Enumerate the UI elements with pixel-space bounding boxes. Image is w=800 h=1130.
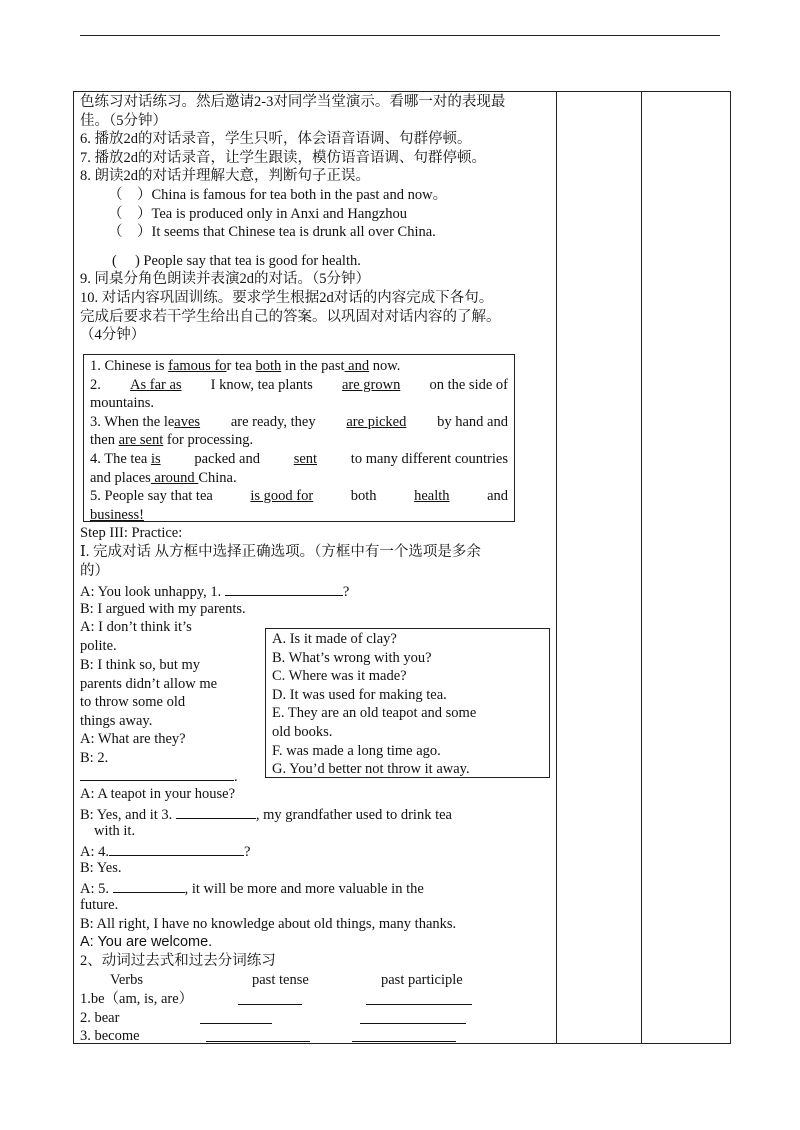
answer: health (414, 488, 450, 505)
true-false-item: （ ）China is famous for tea both in the past and now。 (108, 186, 448, 203)
dialog-line-4: B: I think so, but my (80, 657, 201, 673)
dialog-line-1 (80, 581, 349, 602)
blank-past-1[interactable] (238, 990, 302, 1011)
text: then (90, 432, 119, 449)
answer-blank-1[interactable] (225, 581, 343, 596)
header-verbs: Verbs (110, 972, 144, 988)
text: 5. People say that tea (90, 488, 213, 505)
summary-sentence-3 (90, 413, 508, 432)
answer-blank-5[interactable] (113, 878, 185, 893)
text-line: 8. 朗读2d的对话并理解大意，判断句子正误。 (80, 168, 370, 185)
text-line: 10. 对话内容巩固训练。要求学生根据2d对话的内容完成下各句。 (80, 289, 494, 306)
summary-sentence-3b (90, 431, 508, 450)
summary-sentence-1 (90, 357, 508, 376)
answer: around (150, 469, 199, 486)
text: by hand and (437, 413, 508, 430)
option-item: A. Is it made of clay? (272, 631, 397, 647)
text-line: 佳。（5分钟） (80, 112, 167, 129)
answer: both (255, 358, 282, 374)
answer: As far as (130, 376, 182, 393)
text: and places (90, 469, 151, 486)
text: on the side of (429, 376, 508, 393)
text-line: 色练习对话练习。然后邀请2-3对同学当堂演示。看哪一对的表现最 (80, 94, 506, 110)
answer-blank-4[interactable] (109, 841, 244, 856)
blank-participle-1[interactable] (366, 990, 472, 1011)
text: China. (198, 469, 237, 486)
dialog-line-2: B: I argued with my parents. (80, 601, 246, 617)
answer: and (344, 358, 370, 374)
exercise-1-title-cont: 的） (80, 563, 109, 579)
header-past-participle: past participle (381, 972, 463, 988)
text-line: 7. 播放2d的对话录音，让学生跟读，模仿语音语调、句群停顿。 (80, 149, 486, 166)
answer: famous fo (168, 358, 227, 374)
header-past-tense: past tense (252, 972, 309, 988)
text: now. (369, 358, 401, 374)
text-line: 完成后要求若干学生给出自己的答案。以巩固对对话内容的了解。 (80, 308, 501, 325)
text: 4. The tea (90, 450, 151, 467)
dialog-line-10: B: Yes. (80, 860, 122, 876)
text: 3. When the le (90, 413, 175, 430)
text: mountains. (90, 395, 155, 412)
text: A: You look unhappy, 1. (80, 584, 222, 600)
text: in the past (281, 358, 345, 374)
option-item: D. It was used for making tea. (272, 686, 447, 703)
blank-participle-3[interactable] (352, 1027, 456, 1048)
text: 1. Chinese is (90, 358, 169, 374)
text: are ready, they (230, 413, 316, 430)
answer: is (150, 450, 161, 467)
text: A: 4. (80, 844, 109, 860)
text: to many different countries (350, 450, 508, 467)
text: . (234, 769, 238, 785)
answer: sent (293, 450, 318, 467)
blank-past-3[interactable] (206, 1027, 310, 1048)
summary-sentence-2 (90, 376, 508, 395)
header-rule (80, 35, 720, 36)
exercise-2-title: 2、动词过去式和过去分词练习 (80, 953, 276, 969)
text: ? (342, 584, 350, 600)
verb-row-1: 1.be（am, is, are） (80, 991, 194, 1007)
true-false-item: （ ）It seems that Chinese tea is drunk all over China. (108, 224, 436, 241)
text: , it will be more and more valuable in the (184, 881, 424, 897)
option-item: old books. (272, 723, 333, 740)
text: , my grandfather used to drink tea (255, 807, 452, 823)
dialog-line-4d: things away. (80, 713, 153, 729)
text: B: Yes, and it 3. (80, 807, 173, 823)
option-item: C. Where was it made? (272, 668, 407, 685)
dialog-line-12: B: All right, I have no knowledge about old things, many thanks. (80, 916, 457, 932)
summary-answer-box (83, 354, 515, 522)
dialog-line-5: A: What are they? (80, 731, 186, 747)
dialog-line-3b: polite. (80, 638, 117, 654)
dialog-line-8 (80, 804, 452, 825)
dialog-line-11b: future. (80, 897, 119, 913)
answer: business! (90, 506, 144, 523)
summary-sentence-4b (90, 469, 508, 488)
options-box (265, 628, 550, 778)
text: 2. (90, 376, 101, 393)
text: and (487, 488, 508, 505)
dialog-line-6-blank (80, 766, 238, 787)
answer: are grown (341, 376, 401, 393)
dialog-line-7: A: A teapot in your house? (80, 786, 236, 802)
step-heading: Step III: Practice: (80, 525, 183, 541)
dialog-line-13: A: You are welcome. (80, 934, 213, 950)
dialog-line-3: A: I don’t think it’s (80, 619, 192, 635)
true-false-item: ( ) People say that tea is good for health. (112, 252, 361, 269)
dialog-line-11 (80, 878, 424, 899)
option-item: F. was made a long time ago. (272, 742, 441, 759)
text: for processing. (163, 432, 254, 449)
option-item: E. They are an old teapot and some (272, 705, 477, 722)
answer: are picked (346, 413, 407, 430)
answer-blank-2[interactable] (80, 766, 234, 781)
column-divider-2 (641, 91, 642, 1044)
text-line: 9. 同桌分角色朗读并表演2d的对话。（5分钟） (80, 271, 370, 288)
option-item: G. You’d better not throw it away. (272, 761, 470, 778)
summary-sentence-4: 4. The tea is packed and sent to many different countries (90, 450, 508, 467)
summary-sentence-5 (90, 487, 508, 506)
text: I know, tea plants (210, 376, 313, 393)
text: r tea (226, 358, 256, 374)
verb-row-2: 2. bear (80, 1010, 120, 1026)
exercise-1-title: Ⅰ. 完成对话 从方框中选择正确选项。（方框中有一个选项是多余 (80, 544, 481, 560)
text: both (350, 488, 377, 505)
verb-row-3: 3. become (80, 1028, 140, 1044)
dialog-line-4c: to throw some old (80, 694, 186, 710)
answer-blank-3[interactable] (176, 804, 256, 819)
answer: are sent (118, 432, 164, 449)
option-item: B. What’s wrong with you? (272, 649, 432, 666)
text: ? (244, 844, 251, 860)
lesson-content (80, 93, 552, 345)
answer: is good for (250, 488, 314, 505)
answer: aves (174, 413, 201, 430)
dialog-line-4b: parents didn’t allow me (80, 676, 218, 692)
true-false-item: （ ）Tea is produced only in Anxi and Hangzhou (108, 205, 407, 222)
text-line: （4分钟） (80, 327, 146, 344)
column-divider-1 (556, 91, 557, 1044)
text-line: 6. 播放2d的对话录音，学生只听，体会语音语调、句群停顿。 (80, 131, 472, 148)
dialog-line-6: B: 2. (80, 750, 109, 766)
text: A: 5. (80, 881, 109, 897)
dialog-line-8b: with it. (94, 823, 136, 839)
